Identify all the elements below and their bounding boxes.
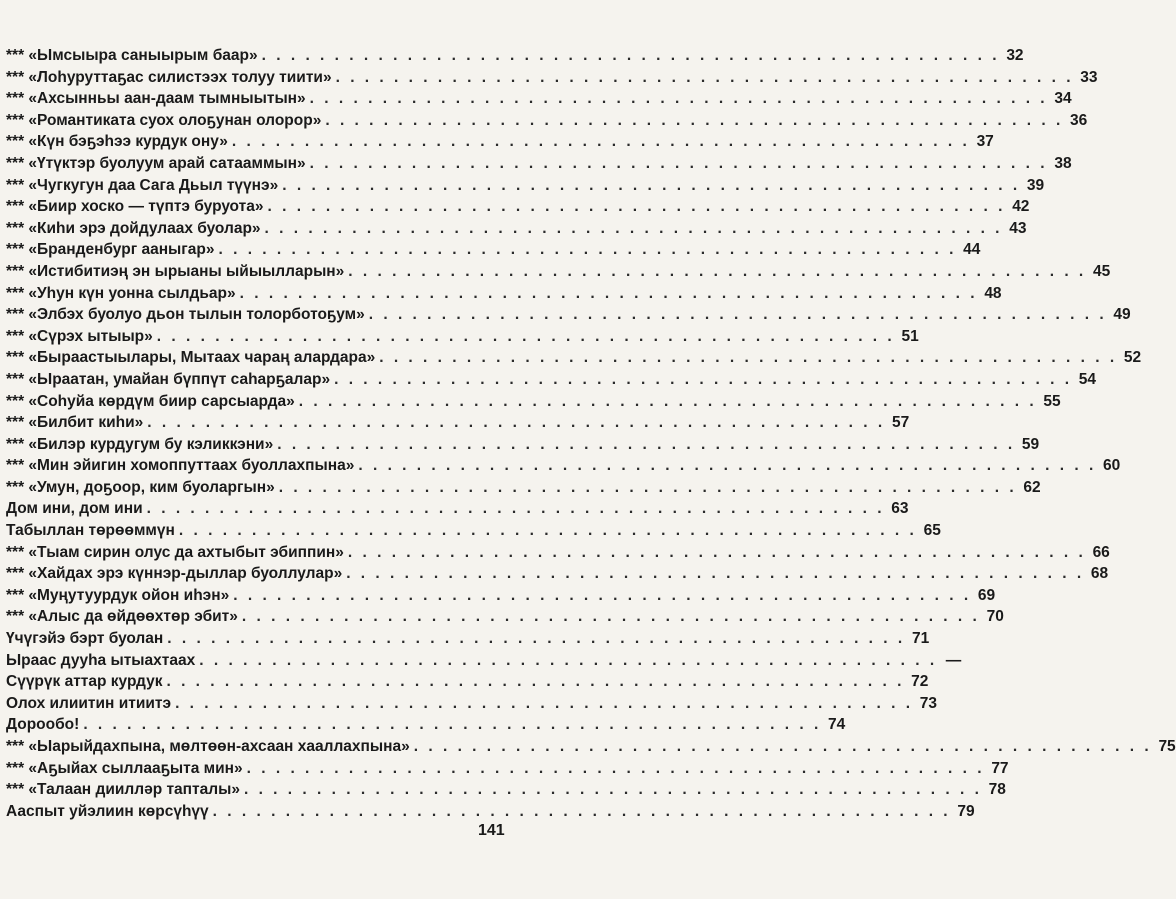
dot-leader <box>379 347 1117 369</box>
toc-entry-page: 34 <box>1054 90 1072 108</box>
toc-entry-title: Табыллан төрөөммүн <box>6 522 175 540</box>
toc-entry-title: *** «Алыс да өйдөөхтөр эбит» <box>6 608 238 626</box>
toc-entry-page: 42 <box>1012 198 1030 216</box>
toc-entry-title: *** «Билбит киһи» <box>6 414 144 432</box>
dot-leader <box>199 650 937 672</box>
toc-entry-title: *** «Биир хоско — түптэ буруота» <box>6 198 264 216</box>
toc-entry <box>6 758 1009 780</box>
dot-leader <box>83 714 821 736</box>
toc-entry-title: Ааспыт уйэлиин көрсүһүү <box>6 802 209 820</box>
toc-entry <box>6 520 941 542</box>
toc-entry-page: 54 <box>1078 370 1097 388</box>
dot-leader <box>218 239 956 261</box>
toc-entry <box>6 67 1098 89</box>
toc-entry <box>6 477 1041 499</box>
toc-entry <box>6 283 1002 305</box>
dot-leader <box>334 369 1072 391</box>
toc-entry-page: 69 <box>977 586 996 604</box>
dot-leader <box>265 218 1003 240</box>
toc-entry-title: Дорообо! <box>6 716 80 734</box>
toc-entry <box>6 412 910 434</box>
toc-entry-title: *** «Талаан диилләр тапталы» <box>6 781 240 799</box>
toc-entry-page: 33 <box>1080 68 1098 86</box>
toc-entry <box>6 369 1097 391</box>
toc-entry-page: 48 <box>984 284 1002 302</box>
dot-leader <box>310 88 1048 110</box>
toc-entry <box>6 563 1109 585</box>
toc-entry <box>6 218 1027 240</box>
toc-entry-page: 79 <box>957 802 975 820</box>
toc-entry <box>6 45 1024 67</box>
toc-entry <box>6 175 1045 197</box>
toc-entry-title: *** «Билэр курдугум бу кэликкэни» <box>6 435 274 453</box>
toc-entry-title: *** «Хайдах эрэ күннэр-дыллар буоллулар» <box>6 565 343 583</box>
toc-entry-page: 72 <box>911 673 929 691</box>
toc-entry-title: *** «Ымсыыра саныырым баар» <box>6 47 258 64</box>
dot-leader <box>267 196 1005 218</box>
dot-leader <box>310 153 1048 175</box>
dot-leader <box>358 455 1096 477</box>
toc-entry <box>6 110 1088 132</box>
toc-entry-title: *** «Күн бэҕэһээ курдук ону» <box>6 133 228 151</box>
toc-entry-page: 57 <box>891 414 910 432</box>
toc-entry-page: 71 <box>911 630 930 648</box>
toc-entry <box>6 196 1030 218</box>
toc-entry-page: 55 <box>1043 392 1061 410</box>
toc-entry-page: 66 <box>1092 543 1110 561</box>
toc-entry-title: *** «Романтиката суох олоҕунан олорор» <box>6 111 322 129</box>
toc-entry-title: *** «Умун, доҕоор, ким буоларгын» <box>6 478 275 496</box>
dot-leader <box>244 779 982 801</box>
dot-leader <box>282 175 1020 197</box>
toc-entry <box>6 498 909 520</box>
toc-entry-page: 44 <box>963 241 981 259</box>
toc-entry-title: *** «Ыарыйдахпына, мөлтөөн-ахсаан хааллахпына» <box>6 738 410 755</box>
toc-entry-page: 77 <box>991 759 1009 777</box>
dot-leader <box>242 606 980 628</box>
toc-entry-title: *** «Сүрэх ытыыр» <box>6 327 153 345</box>
toc-entry-title: *** «Истибитиэң эн ырыаны ыйыылларын» <box>6 262 345 280</box>
toc-entry-page: 74 <box>828 716 846 734</box>
toc-entry-page: — <box>945 651 962 669</box>
dot-leader <box>348 261 1086 283</box>
dot-leader <box>175 693 913 715</box>
toc-entry <box>6 628 930 650</box>
dot-leader <box>336 67 1074 89</box>
toc-entry <box>6 736 1176 758</box>
dot-leader <box>213 801 951 823</box>
dot-leader <box>147 412 885 434</box>
dot-leader <box>299 391 1037 413</box>
toc-entry-page: 68 <box>1090 565 1109 583</box>
toc-entry-title: *** «Лоһуруттаҕас силистээх толуу тиити» <box>6 68 332 86</box>
toc-entry-title: *** «Киһи эрэ дойдулаах буолар» <box>6 219 261 237</box>
dot-leader <box>369 304 1107 326</box>
toc-entry-title: *** «Элбэх буолуо дьон тылын толорботоҕум» <box>6 306 365 324</box>
toc-entry-page: 62 <box>1023 478 1041 496</box>
dot-leader <box>346 563 1084 585</box>
toc-entry-page: 49 <box>1113 306 1131 324</box>
toc-entry-title: *** «Мин эйигин хомоппуттаах буоллахпына» <box>6 457 355 475</box>
toc-entry-title: *** «Муңутуурдук ойон иһэн» <box>6 586 230 604</box>
toc-entry <box>6 542 1110 564</box>
page-number: 141 <box>478 822 505 839</box>
toc-entry <box>6 391 1061 413</box>
toc-entry-title: *** «Быраастыылары, Мытаах чараң алардара» <box>6 349 376 367</box>
dot-leader <box>247 758 985 780</box>
toc-entry <box>6 347 1142 369</box>
toc-entry-page: 38 <box>1054 154 1072 172</box>
toc-entry <box>6 131 994 153</box>
toc-entry-title: *** «Бранденбург ааныгар» <box>6 241 215 259</box>
toc-entry <box>6 585 996 607</box>
toc-entry-page: 43 <box>1009 219 1027 237</box>
toc-entry-title: *** «Чугкугун даа Сага Дьыл түүнэ» <box>6 176 279 194</box>
toc-entry <box>6 261 1111 283</box>
toc-entry <box>6 304 1131 326</box>
toc-entry-page: 70 <box>986 608 1004 626</box>
toc-entry-title: Сүүрүк аттар курдук <box>6 673 163 691</box>
dot-leader <box>147 498 885 520</box>
toc-entry-title: *** «Уһун күн уонна сылдьар» <box>6 284 236 302</box>
table-of-contents <box>6 45 1176 822</box>
toc-entry <box>6 606 1004 628</box>
toc-entry-title: Дом ини, дом ини <box>6 500 143 518</box>
toc-entry-page: 78 <box>988 781 1006 799</box>
toc-entry <box>6 153 1072 175</box>
dot-leader <box>179 520 917 542</box>
toc-entry-title: *** «Үтүктэр буолуум арай сатааммын» <box>6 154 306 172</box>
dot-leader <box>157 326 895 348</box>
dot-leader <box>325 110 1063 132</box>
dot-leader <box>167 628 905 650</box>
toc-entry <box>6 455 1121 477</box>
dot-leader <box>279 477 1017 499</box>
toc-entry <box>6 434 1040 456</box>
dot-leader <box>233 585 971 607</box>
toc-entry-page: 75 <box>1158 738 1176 755</box>
toc-entry-title: Олох илиитин итиитэ <box>6 694 172 712</box>
dot-leader <box>232 131 970 153</box>
toc-entry <box>6 326 919 348</box>
dot-leader <box>166 671 904 693</box>
dot-leader <box>348 542 1086 564</box>
toc-entry-page: 39 <box>1026 176 1045 194</box>
toc-entry-title: Үчүгэйэ бэрт буолан <box>6 630 164 648</box>
toc-entry <box>6 801 975 823</box>
toc-entry <box>6 779 1006 801</box>
toc-entry <box>6 714 846 736</box>
toc-entry-title: *** «Аҕыйах сыллааҕыта мин» <box>6 759 243 777</box>
toc-entry-page: 60 <box>1103 457 1121 475</box>
dot-leader <box>277 434 1015 456</box>
toc-entry <box>6 693 938 715</box>
toc-entry-title: *** «Ыраатан, умайан бүппүт саһарҕалар» <box>6 370 331 388</box>
toc-entry-page: 32 <box>1006 47 1024 64</box>
toc-entry <box>6 671 929 693</box>
toc-entry-page: 37 <box>976 133 994 151</box>
toc-entry-page: 65 <box>923 522 941 540</box>
toc-entry-page: 51 <box>901 327 919 345</box>
dot-leader <box>240 283 978 305</box>
toc-entry-title: *** «Соһуйа көрдүм биир сарсыарда» <box>6 392 295 410</box>
toc-entry <box>6 650 962 672</box>
toc-entry <box>6 239 981 261</box>
toc-entry-title: Ыраас дууһа ытыахтаах <box>6 651 196 669</box>
toc-entry <box>6 88 1072 110</box>
toc-entry-page: 73 <box>919 694 938 712</box>
toc-entry-page: 45 <box>1093 262 1111 280</box>
dot-leader <box>262 45 1000 67</box>
toc-entry-page: 52 <box>1123 349 1142 367</box>
toc-entry-page: 36 <box>1070 111 1088 129</box>
toc-entry-title: *** «Тыам сирин олус да ахтыбыт эбиппин» <box>6 543 344 561</box>
toc-entry-page: 59 <box>1021 435 1040 453</box>
toc-entry-page: 63 <box>891 500 909 518</box>
dot-leader <box>414 736 1152 758</box>
toc-entry-title: *** «Ахсынньы аан-даам тымныытын» <box>6 90 306 108</box>
